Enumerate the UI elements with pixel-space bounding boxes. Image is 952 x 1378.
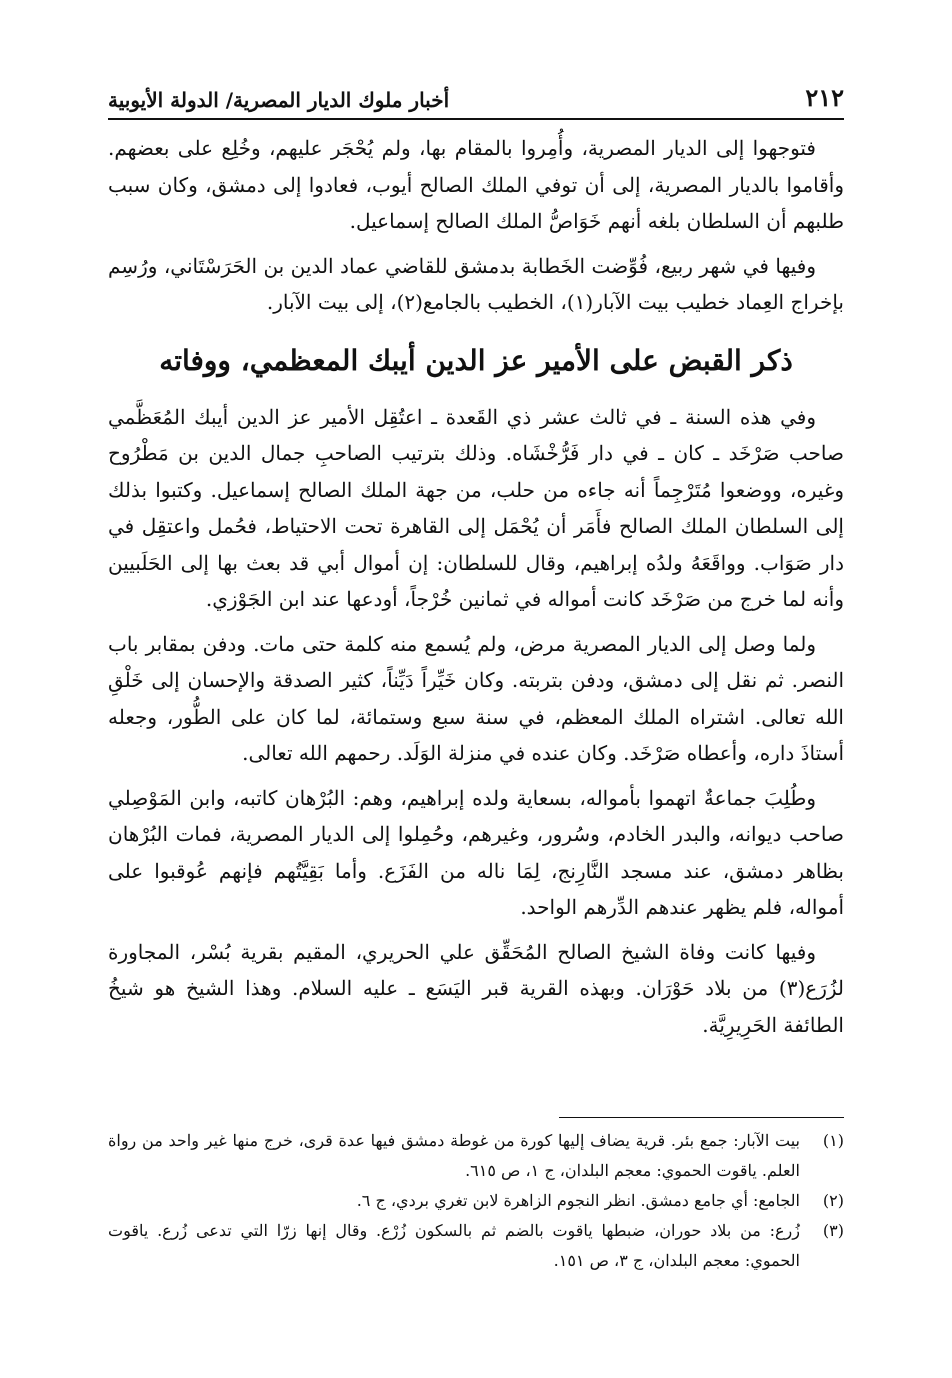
- paragraph: وفيها في شهر ربيع، فُوِّضت الخَطابة بدمشق للقاضي عماد الدين بن الحَرَسْتَاني، ورُسِم بإخراج العِماد خطيب بيت الآبار(١)، الخطيب بالجامع(٢)، إلى بيت الآبار.: [108, 253, 844, 314]
- main-text: [108, 130, 844, 1051]
- footnote-number: (٣): [822, 1221, 844, 1240]
- footnote: [108, 1126, 844, 1186]
- paragraph: وفيها كانت وفاة الشيخ الصالح المُحَقِّق علي الحريري، المقيم بقرية بُسْر، المجاورة لزُرَع(٣) من بلاد حَوْرَان. وبهذه القرية قبر اليَسَع ـ عليه السلام. وهذا الشيخ هو شيخُ الطائفة الحَرِيرِيَّة.: [108, 939, 844, 1037]
- footnote: [108, 1186, 844, 1216]
- paragraph: ولما وصل إلى الديار المصرية مرض، ولم يُسمع منه كلمة حتى مات. ودفن بمقابر باب النصر. ثم نقل إلى دمشق، ودفن بتربته. وكان خَيِّراً دَيِّناً، كثير الصدقة والإحسان إلى خَلْقِ الله تعالى. اشتراه الملك المعظم، في سنة سبع وستمائة، لما كان على الطُّور، وجعله أستاذَ داره، وأعطاه صَرْخَد. وكان عنده في منزلة الوَلَد. رحمهم الله تعالى.: [108, 631, 844, 765]
- footnote: [108, 1216, 844, 1276]
- paragraph: وفي هذه السنة ـ في ثالث عشر ذي القَعدة ـ اعتُقِل الأمير عز الدين أيبك المُعَظَّمي صاحب صَرْخَد ـ كان ـ في دار فَرُّخْشَاه. وذلك بترتيب الصاحبِ جمال الدين بن مَطْرُوح وغيره، ووضعوا مُتَرْجِماً أنه جاءه من حلب، من جهة الملك الصالح إسماعيل. وكتبوا بذلك إلى السلطان الملك الصالح فأَمَر أن يُحْمَل إلى القاهرة تحت الاحتياط، فحُمل واعتقِل في دار صَوَاب. وواقَعَهُ ولدُه إبراهيم، وقال للسلطان: إن أموال أبي قد بعث بها إلى الحَلَبيين وأنه لما خرج من صَرْخَد كانت أمواله في ثمانين خُرْجاً، أودعها عند ابن الجَوْزي.: [108, 404, 844, 611]
- footnote-text: بيت الآبار: جمع بئر. قرية يضاف إليها كورة من غوطة دمشق فيها عدة قرى، خرج منها غير واحد من رواة العلم. ياقوت الحموي: معجم البلدان، ج ١، ص ٦١٥.: [108, 1131, 800, 1180]
- page-header: [108, 70, 844, 120]
- footnote-separator: [559, 1117, 844, 1118]
- page-number: ٢١٢: [805, 83, 844, 112]
- footnote-number: (٢): [822, 1191, 844, 1210]
- running-title: أخبار ملوك الديار المصرية/ الدولة الأيوبية: [108, 88, 450, 112]
- footnote-number: (١): [822, 1131, 844, 1150]
- footnote-text: زُرع: من بلاد حوران، ضبطها ياقوت بالضم ثم بالسكون زُرْع. وقال إنها زرّا التي تدعى زُرع. ياقوت الحموي: معجم البلدان، ج ٣، ص ١٥١.: [108, 1221, 800, 1270]
- section-title: ذكر القبض على الأمير عز الدين أيبك المعظمي، ووفاته: [159, 343, 793, 377]
- paragraph: فتوجهوا إلى الديار المصرية، وأُمِروا بالمقام بها، ولم يُحْجَر عليهم، وخُلِع على بعضهم. وأقاموا بالديار المصرية، إلى أن توفي الملك الصالح أيوب، فعادوا إلى دمشق، وكان سبب طلبهم أن السلطان بلغه أنهم خَوَاصُّ الملك الصالح إسماعيل.: [108, 136, 844, 233]
- paragraph: وطُلِبَ جماعةٌ اتهموا بأمواله، بسعاية ولده إبراهيم، وهم: البُرْهان كاتبه، وابن المَوْصِلي صاحب ديوانه، والبدر الخادم، وسُرور، وغيرهم، وحُمِلوا إلى الديار المصرية، فمات البُرْهان بظاهر دمشق، عند مسجد النَّارِنج، لِمَا ناله من الفَزَع. وأما بَقِيَّتُهم فإنهم عُوقبوا على أمواله، فلم يظهر عندهم الدِّرهم الواحد.: [108, 785, 844, 919]
- footnote-text: الجامع: أي جامع دمشق. انظر النجوم الزاهرة لابن تغري بردي، ج ٦.: [356, 1191, 800, 1210]
- footnotes: [108, 1126, 844, 1276]
